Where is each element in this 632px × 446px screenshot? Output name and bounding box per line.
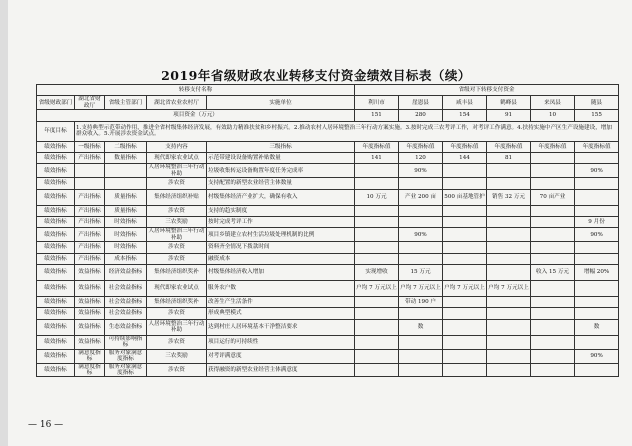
level2-indicator: 社会效益指标	[105, 308, 147, 319]
annual-target-value	[531, 178, 575, 189]
annual-target-value	[443, 297, 487, 308]
column-header: 年度指标值	[443, 141, 487, 152]
level1-indicator: 效益指标	[75, 335, 105, 349]
indicator-category: 绩效指标	[37, 178, 75, 189]
annual-target-value: 120	[399, 153, 443, 164]
table-row	[37, 189, 619, 205]
annual-target-value	[399, 242, 443, 253]
annual-target-value	[355, 308, 399, 319]
annual-target-value	[575, 308, 619, 319]
annual-target-value: 户均 7 万元以上	[443, 281, 487, 297]
indicator-category: 绩效指标	[37, 164, 75, 178]
annual-target-value	[487, 228, 531, 242]
level1-indicator: 产出指标	[75, 205, 105, 216]
level3-indicator: 支持配置的新型农业经营主体数量	[207, 178, 355, 189]
annual-target-value: 90%	[575, 349, 619, 363]
annual-target-value: 90%	[399, 228, 443, 242]
annual-target-value	[531, 349, 575, 363]
county-name: 鹤峰县	[487, 96, 531, 110]
funds-value: 154	[443, 110, 487, 121]
header-cell: 省级财政部门	[37, 96, 75, 110]
level3-indicator: 示范带建设设备购置补贴数量	[207, 153, 355, 164]
annual-target-value: 收入 15 万元	[531, 265, 575, 281]
annual-target-value	[443, 349, 487, 363]
level2-indicator	[105, 178, 147, 189]
level3-indicator: 获得融资的新型农业经营主体满意度	[207, 363, 355, 377]
annual-target-value	[443, 335, 487, 349]
level2-indicator: 质量指标	[105, 189, 147, 205]
annual-target-value	[443, 164, 487, 178]
table-row	[37, 363, 619, 377]
annual-target-value	[531, 228, 575, 242]
level1-indicator	[75, 164, 105, 178]
annual-target-value	[355, 319, 399, 335]
funds-value: 155	[575, 110, 619, 121]
annual-target-value	[355, 242, 399, 253]
support-content: 集体经济组织补贴	[147, 189, 207, 205]
annual-target-value: 增幅 20%	[575, 265, 619, 281]
indicator-category: 绩效指标	[37, 189, 75, 205]
annual-target-value: 81	[487, 153, 531, 164]
level2-indicator: 生态效益指标	[105, 319, 147, 335]
indicator-category: 绩效指标	[37, 228, 75, 242]
column-header: 支持内容	[147, 141, 207, 152]
annual-target-value	[399, 253, 443, 264]
level2-indicator	[105, 164, 147, 178]
annual-target-value	[443, 253, 487, 264]
annual-target-value	[355, 297, 399, 308]
annual-target-value: 90%	[575, 164, 619, 178]
support-content: 涉农资	[147, 178, 207, 189]
annual-target-value	[487, 242, 531, 253]
level3-indicator: 项目乡镇建立农村生活垃圾处理机制的比例	[207, 228, 355, 242]
level1-indicator: 效益指标	[75, 281, 105, 297]
annual-target-value	[443, 228, 487, 242]
annual-target-value: 数	[399, 319, 443, 335]
annual-target-value	[575, 253, 619, 264]
indicator-category: 绩效指标	[37, 297, 75, 308]
support-content: 现代即家农业试点	[147, 153, 207, 164]
support-content: 涉农资	[147, 253, 207, 264]
indicator-category: 绩效指标	[37, 335, 75, 349]
annual-target-value	[399, 178, 443, 189]
level2-indicator: 时效指标	[105, 242, 147, 253]
annual-target-value: 实现增收	[355, 265, 399, 281]
annual-target-value: 销售 32 万元	[487, 189, 531, 205]
level3-indicator: 垃圾收集转运设备购置年度任务完成率	[207, 164, 355, 178]
annual-target-value: 500 亩基地管护	[443, 189, 487, 205]
annual-target-value	[575, 178, 619, 189]
level1-indicator: 效益指标	[75, 297, 105, 308]
annual-target-value	[443, 217, 487, 228]
table-row	[37, 153, 619, 164]
level2-indicator: 服务对象满意度指标	[105, 363, 147, 377]
funds-label: 项目资金（万元）	[37, 110, 355, 121]
annual-target-value	[487, 319, 531, 335]
annual-target-value: 户均 7 万元以上	[399, 281, 443, 297]
annual-target-value	[487, 265, 531, 281]
annual-target-value	[487, 297, 531, 308]
level1-indicator: 效益指标	[75, 265, 105, 281]
annual-target-value: 144	[443, 153, 487, 164]
annual-target-value	[531, 205, 575, 216]
annual-target-value	[355, 205, 399, 216]
annual-target-value: 15 万元	[399, 265, 443, 281]
annual-target-value	[355, 217, 399, 228]
level2-indicator: 成本指标	[105, 253, 147, 264]
level2-indicator: 社会效益指标	[105, 281, 147, 297]
table-row	[37, 253, 619, 264]
fund-name-label: 转移支付名称	[37, 85, 355, 96]
header-cell: 湖北省财政厅	[75, 96, 105, 110]
table-row	[37, 178, 619, 189]
column-header-row	[37, 141, 619, 152]
annual-target-value	[355, 178, 399, 189]
annual-target-value	[355, 349, 399, 363]
annual-target-value	[531, 308, 575, 319]
annual-target-value	[487, 308, 531, 319]
annual-target-value: 数	[575, 319, 619, 335]
support-content: 涉农资	[147, 205, 207, 216]
indicator-category: 绩效指标	[37, 363, 75, 377]
annual-target-value	[575, 281, 619, 297]
level1-indicator: 效益指标	[75, 319, 105, 335]
column-header: 一级指标	[75, 141, 105, 152]
level1-indicator: 满意度指标	[75, 349, 105, 363]
level2-indicator: 社会效益指标	[105, 297, 147, 308]
county-name: 来凤县	[531, 96, 575, 110]
table-row	[37, 217, 619, 228]
county-name: 利川市	[355, 96, 399, 110]
table-row	[37, 164, 619, 178]
table-row	[37, 297, 619, 308]
annual-target-value	[399, 308, 443, 319]
indicator-category: 绩效指标	[37, 205, 75, 216]
annual-target-value	[355, 363, 399, 377]
support-content: 现代即家农业试点	[147, 281, 207, 297]
table-row	[37, 281, 619, 297]
level1-indicator: 产出指标	[75, 253, 105, 264]
annual-target-value	[399, 349, 443, 363]
table-row	[37, 242, 619, 253]
annual-target-value	[575, 153, 619, 164]
level3-indicator: 融资成本	[207, 253, 355, 264]
annual-target-value	[399, 217, 443, 228]
column-header: 二级指标	[105, 141, 147, 152]
annual-target-value	[443, 178, 487, 189]
level3-indicator: 改善生产生活条件	[207, 297, 355, 308]
annual-goal-text: 1.支持典型示范带动作用，推进全省村级集体经济发展，有效助力精准扶贫和乡村振兴。2.推动农村人居环境整治三年行动方案实施。3.按时完成三农考评工作，对考评工作满意。4.扶持实施中产区生产设施建设，增加群众收入。5.开展涉农资金试点。	[75, 121, 619, 141]
funds-value: 280	[399, 110, 443, 121]
annual-target-value	[355, 228, 399, 242]
table-row	[37, 319, 619, 335]
level3-indicator: 村级集体经济收入增加	[207, 265, 355, 281]
column-header: 年度指标值	[355, 141, 399, 152]
indicator-category: 绩效指标	[37, 349, 75, 363]
annual-target-value	[487, 335, 531, 349]
annual-target-value	[399, 363, 443, 377]
annual-target-value	[531, 297, 575, 308]
annual-target-value	[487, 205, 531, 216]
annual-target-value	[399, 205, 443, 216]
annual-target-value	[575, 335, 619, 349]
annual-target-value	[487, 217, 531, 228]
support-content: 涉农资	[147, 242, 207, 253]
level3-indicator: 达到村庄人居环境基本干净整洁要求	[207, 319, 355, 335]
annual-target-value	[531, 164, 575, 178]
annual-target-value	[443, 363, 487, 377]
support-content: 三农奖励	[147, 217, 207, 228]
indicator-category: 绩效指标	[37, 217, 75, 228]
annual-target-value	[487, 178, 531, 189]
level1-indicator: 满意度指标	[75, 363, 105, 377]
funds-value: 10	[531, 110, 575, 121]
level3-indicator: 形成典型模式	[207, 308, 355, 319]
header-row-2	[37, 96, 619, 110]
column-header: 年度指标值	[575, 141, 619, 152]
annual-target-value: 产业 200 亩	[399, 189, 443, 205]
support-content: 三农奖励	[147, 349, 207, 363]
annual-target-value: 141	[355, 153, 399, 164]
level1-indicator: 产出指标	[75, 153, 105, 164]
level2-indicator: 服务对象满意度指标	[105, 349, 147, 363]
table-row	[37, 308, 619, 319]
annual-target-value	[487, 164, 531, 178]
indicator-category: 绩效指标	[37, 153, 75, 164]
level1-indicator: 产出指标	[75, 228, 105, 242]
annual-target-value	[487, 253, 531, 264]
annual-target-value	[575, 205, 619, 216]
level2-indicator: 时效指标	[105, 228, 147, 242]
support-content: 涉农资	[147, 335, 207, 349]
annual-target-value	[443, 242, 487, 253]
annual-target-value	[443, 205, 487, 216]
table-row	[37, 265, 619, 281]
level2-indicator: 经济效益指标	[105, 265, 147, 281]
level2-indicator: 时效指标	[105, 217, 147, 228]
indicator-category: 绩效指标	[37, 319, 75, 335]
support-content: 涉农资	[147, 308, 207, 319]
annual-target-value: 90%	[399, 164, 443, 178]
annual-target-value: 10 万元	[355, 189, 399, 205]
annual-target-value	[575, 242, 619, 253]
annual-target-value	[531, 253, 575, 264]
funds-row	[37, 110, 619, 121]
level2-indicator: 质量指标	[105, 205, 147, 216]
support-content: 集体经济组织奖补	[147, 297, 207, 308]
column-header: 年度指标值	[487, 141, 531, 152]
indicator-category: 绩效指标	[37, 308, 75, 319]
support-content: 人居环境整治三年行动补助	[147, 164, 207, 178]
level3-indicator: 项目运行的可持续性	[207, 335, 355, 349]
level1-indicator: 产出指标	[75, 242, 105, 253]
header-cell: 省级主管部门	[105, 96, 147, 110]
annual-target-value	[443, 265, 487, 281]
table-row	[37, 205, 619, 216]
annual-target-value	[531, 281, 575, 297]
support-content: 人居环境整治三年行动补助	[147, 319, 207, 335]
column-header: 年度指标值	[531, 141, 575, 152]
level2-indicator: 数量指标	[105, 153, 147, 164]
level3-indicator: 对考评满意度	[207, 349, 355, 363]
annual-target-value	[355, 335, 399, 349]
indicator-category: 绩效指标	[37, 253, 75, 264]
annual-target-value	[443, 319, 487, 335]
level1-indicator: 产出指标	[75, 217, 105, 228]
annual-target-value: 90%	[575, 228, 619, 242]
support-content: 集体经济组织奖补	[147, 265, 207, 281]
annual-target-value	[531, 319, 575, 335]
annual-target-value	[531, 335, 575, 349]
table-row	[37, 335, 619, 349]
annual-target-value: 9 月份	[575, 217, 619, 228]
annual-target-value	[575, 363, 619, 377]
annual-target-value: 户均 7 万元以上	[355, 281, 399, 297]
indicator-category: 绩效指标	[37, 281, 75, 297]
level1-indicator	[75, 178, 105, 189]
annual-target-value	[355, 164, 399, 178]
performance-target-table	[36, 84, 619, 377]
header-row-1	[37, 85, 619, 96]
indicator-category: 绩效指标	[37, 242, 75, 253]
indicator-category: 绩效指标	[37, 265, 75, 281]
page-number: — 16 —	[28, 420, 64, 430]
county-name: 崖恩县	[399, 96, 443, 110]
region-header: 省级对下转移支付资金	[355, 85, 619, 96]
annual-target-value	[575, 297, 619, 308]
level3-indicator: 按时完成考评工作	[207, 217, 355, 228]
level2-indicator: 可持续影响指标	[105, 335, 147, 349]
header-cell: 湖北省农业农村厅	[147, 96, 207, 110]
funds-value: 91	[487, 110, 531, 121]
annual-target-value	[531, 363, 575, 377]
level1-indicator: 效益指标	[75, 308, 105, 319]
level3-indicator: 支持的趋实制度	[207, 205, 355, 216]
level3-indicator: 村级集体经济产业扩大，确保有收入	[207, 189, 355, 205]
annual-target-value	[531, 217, 575, 228]
column-header: 年度指标值	[399, 141, 443, 152]
annual-target-value	[399, 335, 443, 349]
annual-target-value: 70 亩产业	[531, 189, 575, 205]
level1-indicator: 产出指标	[75, 189, 105, 205]
annual-goal-label: 年度目标	[37, 121, 75, 141]
annual-target-value	[487, 349, 531, 363]
level3-indicator: 资料齐全情况下拨款时间	[207, 242, 355, 253]
support-content: 人居环境整治三年行动补助	[147, 228, 207, 242]
annual-target-value	[531, 242, 575, 253]
table-row	[37, 349, 619, 363]
annual-target-value	[487, 363, 531, 377]
support-content: 涉农资	[147, 363, 207, 377]
annual-target-value: 户均 7 万元以上	[487, 281, 531, 297]
annual-target-value: 带动 190 户	[399, 297, 443, 308]
funds-value: 151	[355, 110, 399, 121]
annual-target-value	[355, 253, 399, 264]
table-row	[37, 228, 619, 242]
level3-indicator: 服务农户数	[207, 281, 355, 297]
header-cell: 实施单位	[207, 96, 355, 110]
annual-target-value	[575, 189, 619, 205]
column-header: 三级指标	[207, 141, 355, 152]
annual-target-value	[531, 153, 575, 164]
county-name: 咸丰县	[443, 96, 487, 110]
page-title: 2019年省级财政农业转移支付资金绩效目标表（续）	[161, 68, 471, 83]
column-header: 绩效指标	[37, 141, 75, 152]
county-name: 随县	[575, 96, 619, 110]
annual-target-value	[443, 308, 487, 319]
annual-goal-row	[37, 121, 619, 141]
